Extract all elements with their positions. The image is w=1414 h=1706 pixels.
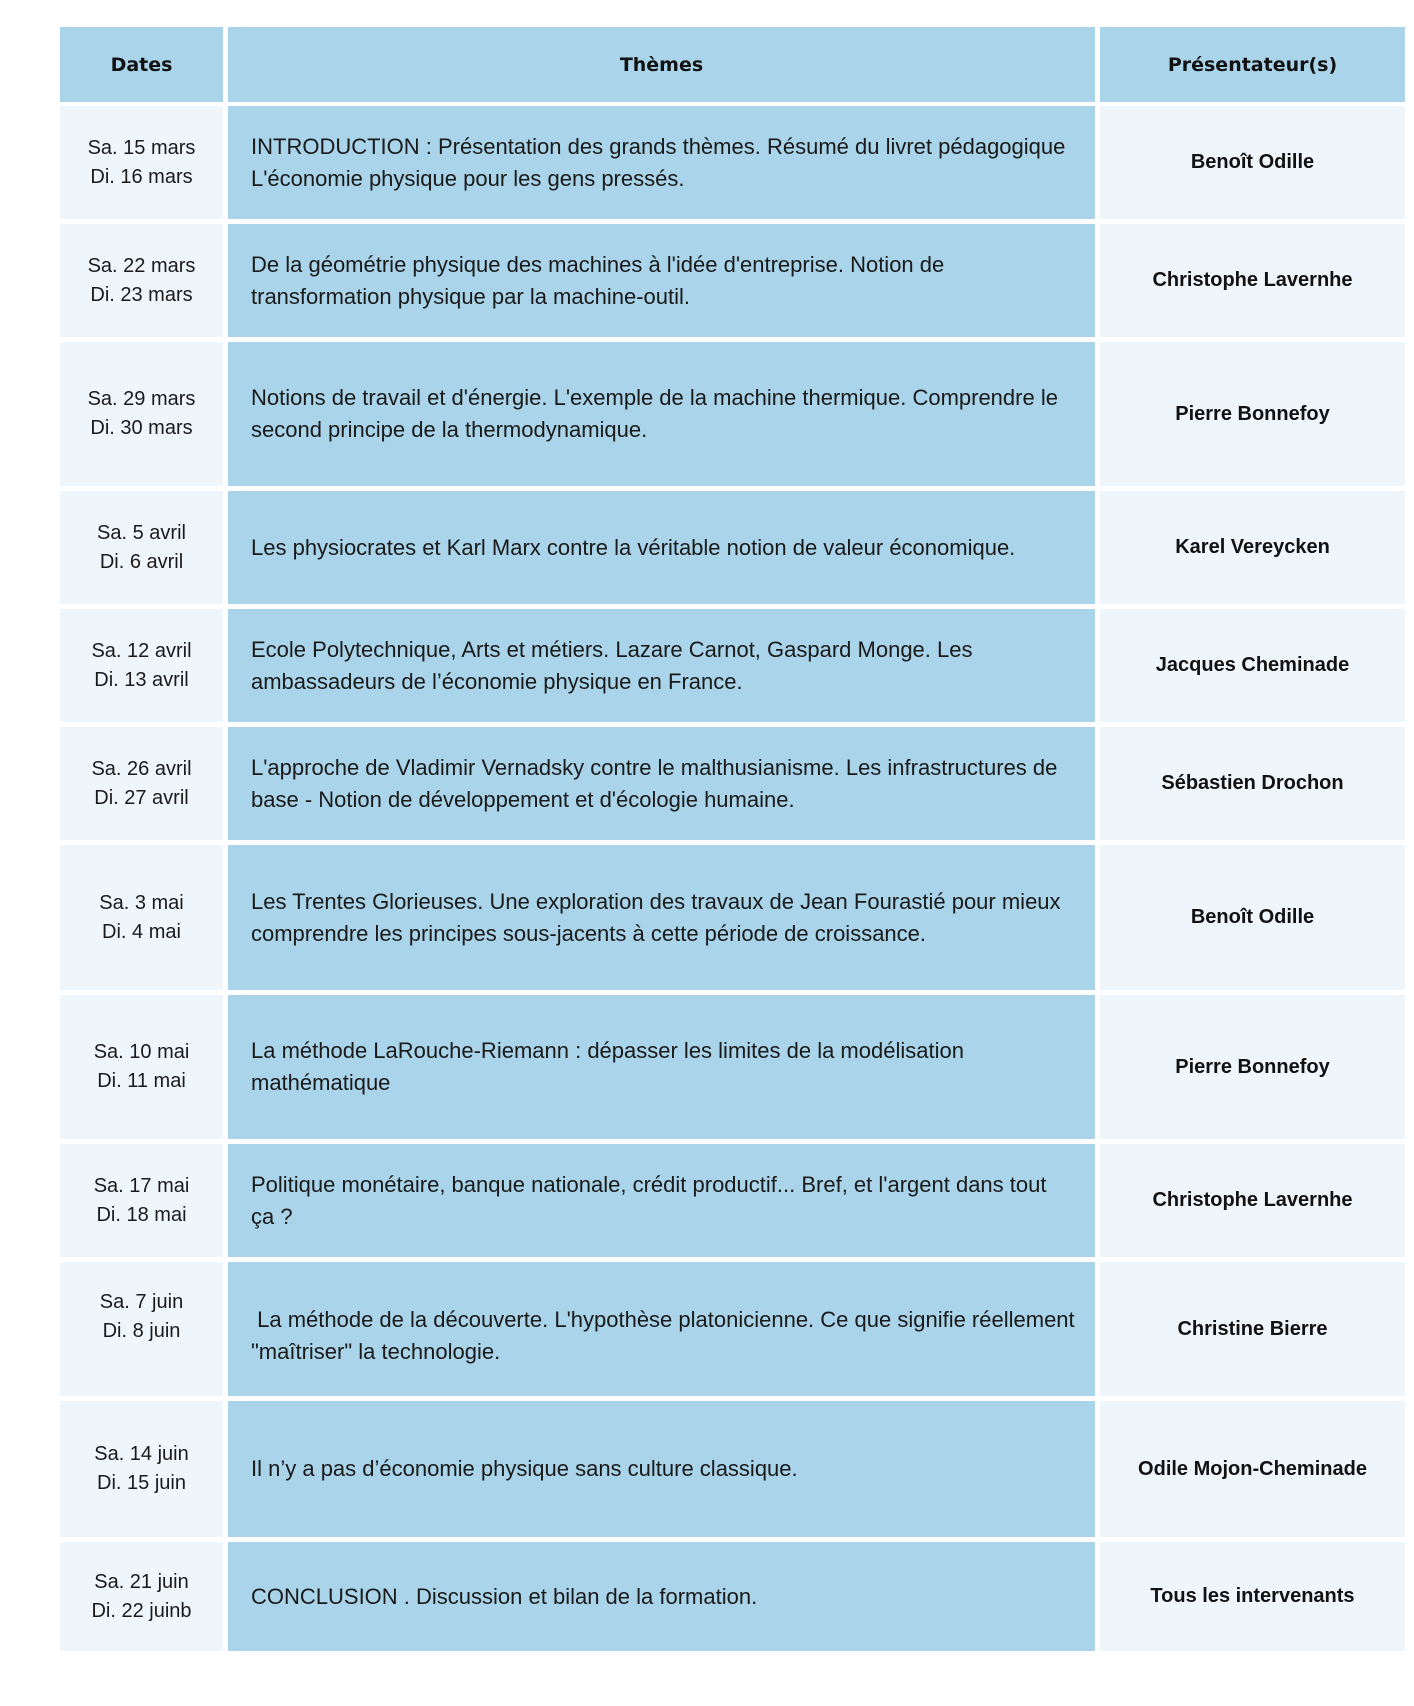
presenter-cell: Tous les intervenants	[1095, 1542, 1405, 1651]
sunday-date: Di. 23 mars	[90, 283, 193, 306]
presenter-cell: Christine Bierre	[1095, 1262, 1405, 1401]
sunday-date: Di. 11 mai	[97, 1070, 186, 1092]
dates-cell	[60, 845, 223, 995]
presenter-cell: Karel Vereycken	[1095, 491, 1405, 609]
dates-cell	[60, 224, 223, 342]
dates-cell	[60, 491, 223, 609]
presenter-cell: Christophe Lavernhe	[1095, 1144, 1405, 1262]
table-row	[60, 609, 1405, 727]
theme-cell: CONCLUSION . Discussion et bilan de la formation.	[223, 1542, 1095, 1651]
sunday-date: Di. 15 juin	[97, 1472, 186, 1494]
saturday-date: Sa. 17 mai	[93, 1174, 190, 1197]
theme-cell: Les Trentes Glorieuses. Une exploration des travaux de Jean Fourastié pour mieux comprendre les principes sous-jacents à cette période de croissance.	[223, 845, 1095, 995]
table-row	[60, 1401, 1405, 1542]
column-header-dates: Dates	[60, 27, 223, 106]
presenter-cell: Pierre Bonnefoy	[1095, 995, 1405, 1144]
presenter-cell: Odile Mojon-Cheminade	[1095, 1401, 1405, 1542]
theme-cell: Ecole Polytechnique, Arts et métiers. Lazare Carnot, Gaspard Monge. Les ambassadeurs de l’économie physique en France.	[223, 609, 1095, 727]
dates-cell	[60, 342, 223, 491]
saturday-date: Sa. 21 juin	[94, 1570, 189, 1593]
sunday-date: Di. 8 juin	[102, 1320, 181, 1342]
presenter-cell: Christophe Lavernhe	[1095, 224, 1405, 342]
schedule-table	[60, 27, 1405, 1651]
sunday-date: Di. 6 avril	[99, 550, 184, 573]
sunday-date: Di. 30 mars	[90, 417, 193, 439]
column-header-presenters: Présentateur(s)	[1095, 27, 1405, 106]
table-row	[60, 995, 1405, 1144]
column-header-themes: Thèmes	[223, 27, 1095, 106]
sunday-date: Di. 16 mars	[90, 165, 193, 188]
table-row	[60, 1542, 1405, 1651]
saturday-date: Sa. 12 avril	[91, 639, 192, 662]
saturday-date: Sa. 3 mai	[99, 891, 184, 914]
theme-cell: De la géométrie physique des machines à l'idée d'entreprise. Notion de transformation physique par la machine-outil.	[223, 224, 1095, 342]
dates-cell	[60, 995, 223, 1144]
sunday-date: Di. 22 juinb	[91, 1599, 192, 1622]
saturday-date: Sa. 29 mars	[87, 388, 196, 410]
header-row	[60, 27, 1405, 106]
theme-cell: Politique monétaire, banque nationale, crédit productif... Bref, et l'argent dans tout ça ?	[223, 1144, 1095, 1262]
table-row	[60, 491, 1405, 609]
saturday-date: Sa. 14 juin	[94, 1443, 189, 1465]
table-row	[60, 1144, 1405, 1262]
saturday-date: Sa. 22 mars	[87, 254, 196, 277]
sunday-date: Di. 13 avril	[94, 668, 189, 691]
saturday-date: Sa. 7 juin	[99, 1291, 184, 1313]
dates-cell	[60, 609, 223, 727]
presenter-cell: Benoît Odille	[1095, 845, 1405, 995]
presenter-cell: Sébastien Drochon	[1095, 727, 1405, 845]
dates-cell	[60, 727, 223, 845]
dates-cell	[60, 1262, 223, 1401]
theme-cell: INTRODUCTION : Présentation des grands thèmes. Résumé du livret pédagogique L'économie physique pour les gens pressés.	[223, 106, 1095, 224]
sunday-date: Di. 4 mai	[102, 920, 181, 943]
sunday-date: Di. 18 mai	[96, 1203, 187, 1226]
table-row	[60, 1262, 1405, 1401]
theme-cell: La méthode de la découverte. L'hypothèse platonicienne. Ce que signifie réellement "maîtriser" la technologie.	[223, 1262, 1095, 1401]
dates-cell	[60, 106, 223, 224]
saturday-date: Sa. 15 mars	[87, 136, 196, 159]
theme-cell: Il n’y a pas d’économie physique sans culture classique.	[223, 1401, 1095, 1542]
saturday-date: Sa. 10 mai	[93, 1041, 190, 1063]
presenter-cell: Jacques Cheminade	[1095, 609, 1405, 727]
table-row	[60, 106, 1405, 224]
presenter-cell: Benoît Odille	[1095, 106, 1405, 224]
table-row	[60, 224, 1405, 342]
table-row	[60, 727, 1405, 845]
theme-cell: La méthode LaRouche-Riemann : dépasser les limites de la modélisation mathématique	[223, 995, 1095, 1144]
sunday-date: Di. 27 avril	[94, 786, 189, 809]
dates-cell	[60, 1144, 223, 1262]
saturday-date: Sa. 26 avril	[91, 757, 192, 780]
presenter-cell: Pierre Bonnefoy	[1095, 342, 1405, 491]
saturday-date: Sa. 5 avril	[97, 521, 186, 544]
dates-cell	[60, 1542, 223, 1651]
theme-cell: Notions de travail et d'énergie. L'exemple de la machine thermique. Comprendre le second principe de la thermodynamique.	[223, 342, 1095, 491]
table-row	[60, 342, 1405, 491]
theme-cell: Les physiocrates et Karl Marx contre la véritable notion de valeur économique.	[223, 491, 1095, 609]
table-row	[60, 845, 1405, 995]
theme-cell: L'approche de Vladimir Vernadsky contre le malthusianisme. Les infrastructures de base - Notion de développement et d'écologie humaine.	[223, 727, 1095, 845]
dates-cell	[60, 1401, 223, 1542]
